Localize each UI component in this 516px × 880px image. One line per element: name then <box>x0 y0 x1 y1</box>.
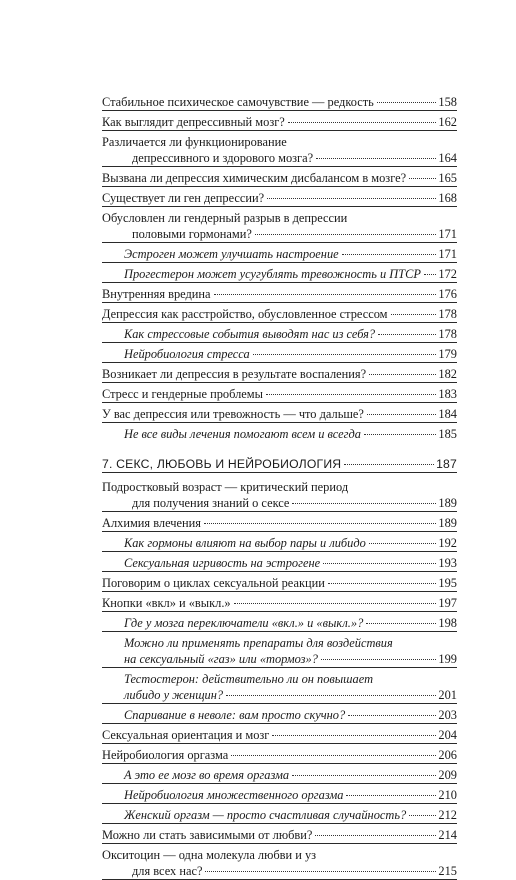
toc-page-number: 171 <box>438 227 457 241</box>
toc-subentry <box>102 807 457 824</box>
toc-entry-title: Где у мозга переключатели «вкл.» и «выкл.»? <box>124 616 364 630</box>
dot-leader <box>204 523 436 524</box>
dot-leader <box>344 464 434 465</box>
dot-leader <box>378 334 436 335</box>
dot-leader <box>226 695 436 696</box>
toc-page-number: 203 <box>438 708 457 722</box>
toc-entry-title: Обусловлен ли гендерный разрыв в депрессии <box>102 211 348 225</box>
toc-entry-title: Не все виды лечения помогают всем и всегда <box>124 427 361 441</box>
toc-entry-title: Сексуальная игривость на эстрогене <box>124 556 321 570</box>
dot-leader <box>366 623 436 624</box>
toc-page-number: 201 <box>438 688 457 702</box>
toc-page-number: 204 <box>438 728 457 742</box>
toc-page-number: 178 <box>438 327 457 341</box>
toc-entry-title: Спаривание в неволе: вам просто скучно? <box>124 708 346 722</box>
dot-leader <box>292 503 436 504</box>
toc-page-number: 182 <box>438 367 457 381</box>
dot-leader <box>234 603 437 604</box>
toc-entry <box>102 515 457 532</box>
toc-entry-title: Поговорим о циклах сексуальной реакции <box>102 576 325 590</box>
toc-entry-title: Прогестерон может усугублять тревожность и ПТСР <box>124 267 421 281</box>
toc-page-number: 185 <box>438 427 457 441</box>
dot-leader <box>346 795 436 796</box>
toc-page-number: 209 <box>438 768 457 782</box>
toc-entry <box>102 134 457 167</box>
dot-leader <box>348 715 436 716</box>
toc-entry-title: А это ее мозг во время оргазма <box>124 768 290 782</box>
toc-page-number: 164 <box>438 151 457 165</box>
dot-leader <box>321 659 437 660</box>
dot-leader <box>253 354 437 355</box>
toc-subentry <box>102 346 457 363</box>
toc-subentry <box>102 671 457 704</box>
toc-entry-title: Нейробиология оргазма <box>102 748 229 762</box>
toc-entry-title: Стресс и гендерные проблемы <box>102 387 263 401</box>
toc-page-number: 198 <box>438 616 457 630</box>
toc-entry <box>102 747 457 764</box>
toc-section-heading <box>102 456 457 473</box>
toc-page-number: 176 <box>438 287 457 301</box>
toc-page-number: 192 <box>438 536 457 550</box>
dot-leader <box>409 178 436 179</box>
toc-subentry <box>102 326 457 343</box>
dot-leader <box>272 735 436 736</box>
toc-entry-title: Стабильное психическое самочувствие — редкость <box>102 95 374 109</box>
dot-leader <box>342 254 437 255</box>
toc-entry-title: Возникает ли депрессия в результате воспаления? <box>102 367 367 381</box>
toc-page-number: 183 <box>438 387 457 401</box>
toc-entry-title: 7. СЕКС, ЛЮБОВЬ И НЕЙРОБИОЛОГИЯ <box>102 457 342 471</box>
toc-page-number: 172 <box>438 267 457 281</box>
toc-page-number: 214 <box>438 828 457 842</box>
toc-entry <box>102 170 457 187</box>
dot-leader <box>267 198 436 199</box>
toc-page-number: 210 <box>438 788 457 802</box>
toc-entry-title: Кнопки «вкл» и «выкл.» <box>102 596 231 610</box>
dot-leader <box>231 755 436 756</box>
toc-entry <box>102 366 457 383</box>
toc-entry <box>102 386 457 403</box>
toc-entry-title: Окситоцин — одна молекула любви и уз <box>102 848 317 862</box>
dot-leader <box>409 815 436 816</box>
toc-subentry <box>102 426 457 442</box>
toc-page-number: 189 <box>438 496 457 510</box>
toc-entry-title: либидо у женщин? <box>124 688 224 702</box>
dot-leader <box>369 374 436 375</box>
dot-leader <box>288 122 437 123</box>
toc-entry-title: депрессивного и здорового мозга? <box>132 151 314 165</box>
toc-entry-title: Подростковый возраст — критический период <box>102 480 349 494</box>
toc-entry <box>102 190 457 207</box>
toc-page-number: 197 <box>438 596 457 610</box>
toc-entry-title: Как гормоны влияют на выбор пары и либидо <box>124 536 366 550</box>
dot-leader <box>205 871 436 872</box>
toc-entry <box>102 575 457 592</box>
dot-leader <box>255 234 437 235</box>
toc-page-number: 162 <box>438 115 457 129</box>
toc-entry-title: Тестостерон: действительно ли он повышает <box>124 672 374 686</box>
dot-leader <box>377 102 437 103</box>
toc-entry-title: Нейробиология стресса <box>124 347 250 361</box>
toc-entry <box>102 306 457 323</box>
toc-page-number: 168 <box>438 191 457 205</box>
toc-page-number: 165 <box>438 171 457 185</box>
toc-page-number: 195 <box>438 576 457 590</box>
dot-leader <box>292 775 436 776</box>
dot-leader <box>214 294 437 295</box>
toc-subentry <box>102 787 457 804</box>
toc-subentry <box>102 615 457 632</box>
dot-leader <box>315 835 436 836</box>
table-of-contents <box>102 94 457 880</box>
toc-entry-title: Сексуальная ориентация и мозг <box>102 728 270 742</box>
toc-subentry <box>102 635 457 668</box>
toc-page-number: 199 <box>438 652 457 666</box>
toc-entry <box>102 210 457 243</box>
toc-page-number: 193 <box>438 556 457 570</box>
toc-entry-title: Вызвана ли депрессия химическим дисбалансом в мозге? <box>102 171 407 185</box>
toc-page-number: 158 <box>438 95 457 109</box>
toc-entry-title: Как стрессовые события выводят нас из себя? <box>124 327 376 341</box>
toc-entry-title: для получения знаний о сексе <box>132 496 290 510</box>
toc-page-number: 189 <box>438 516 457 530</box>
toc-subentry <box>102 555 457 572</box>
dot-leader <box>266 394 436 395</box>
dot-leader <box>316 158 436 159</box>
dot-leader <box>328 583 437 584</box>
toc-entry <box>102 286 457 303</box>
toc-entry <box>102 847 457 880</box>
toc-entry <box>102 595 457 612</box>
toc-entry <box>102 479 457 512</box>
toc-subentry <box>102 707 457 724</box>
toc-entry-title: Как выглядит депрессивный мозг? <box>102 115 285 129</box>
toc-page-number: 212 <box>438 808 457 822</box>
dot-leader <box>367 414 437 415</box>
toc-entry-title: Нейробиология множественного оргазма <box>124 788 344 802</box>
dot-leader <box>364 434 437 435</box>
dot-leader <box>323 563 436 564</box>
dot-leader <box>369 543 437 544</box>
toc-subentry <box>102 266 457 283</box>
toc-entry <box>102 727 457 744</box>
toc-page-number: 171 <box>438 247 457 261</box>
toc-entry-title: Эстроген может улучшать настроение <box>124 247 339 261</box>
toc-page-number: 206 <box>438 748 457 762</box>
toc-entry-title: Можно ли применять препараты для воздействия <box>124 636 393 650</box>
toc-page-number: 187 <box>436 457 457 471</box>
toc-entry-title: Женский оргазм — просто счастливая случайность? <box>124 808 407 822</box>
toc-entry <box>102 827 457 844</box>
toc-subentry <box>102 246 457 263</box>
toc-page-number: 178 <box>438 307 457 321</box>
toc-entry-title: Депрессия как расстройство, обусловленное стрессом <box>102 307 388 321</box>
toc-entry <box>102 94 457 111</box>
toc-subentry <box>102 535 457 552</box>
toc-entry-title: половыми гормонами? <box>132 227 252 241</box>
toc-entry-title: Можно ли стать зависимыми от любви? <box>102 828 313 842</box>
toc-entry-title: на сексуальный «газ» или «тормоз»? <box>124 652 318 666</box>
toc-entry-title: Алхимия влечения <box>102 516 201 530</box>
toc-page-number: 179 <box>438 347 457 361</box>
toc-entry-title: Существует ли ген депрессии? <box>102 191 265 205</box>
toc-page-number: 184 <box>438 407 457 421</box>
toc-entry-title: Различается ли функционирование <box>102 135 287 149</box>
toc-page-number: 215 <box>438 864 457 878</box>
dot-leader <box>391 314 437 315</box>
toc-entry-title: У вас депрессия или тревожность — что дальше? <box>102 407 364 421</box>
toc-entry <box>102 406 457 423</box>
toc-subentry <box>102 767 457 784</box>
toc-entry-title: для всех нас? <box>132 864 203 878</box>
toc-entry-title: Внутренняя вредина <box>102 287 211 301</box>
dot-leader <box>424 274 436 275</box>
toc-entry <box>102 114 457 131</box>
